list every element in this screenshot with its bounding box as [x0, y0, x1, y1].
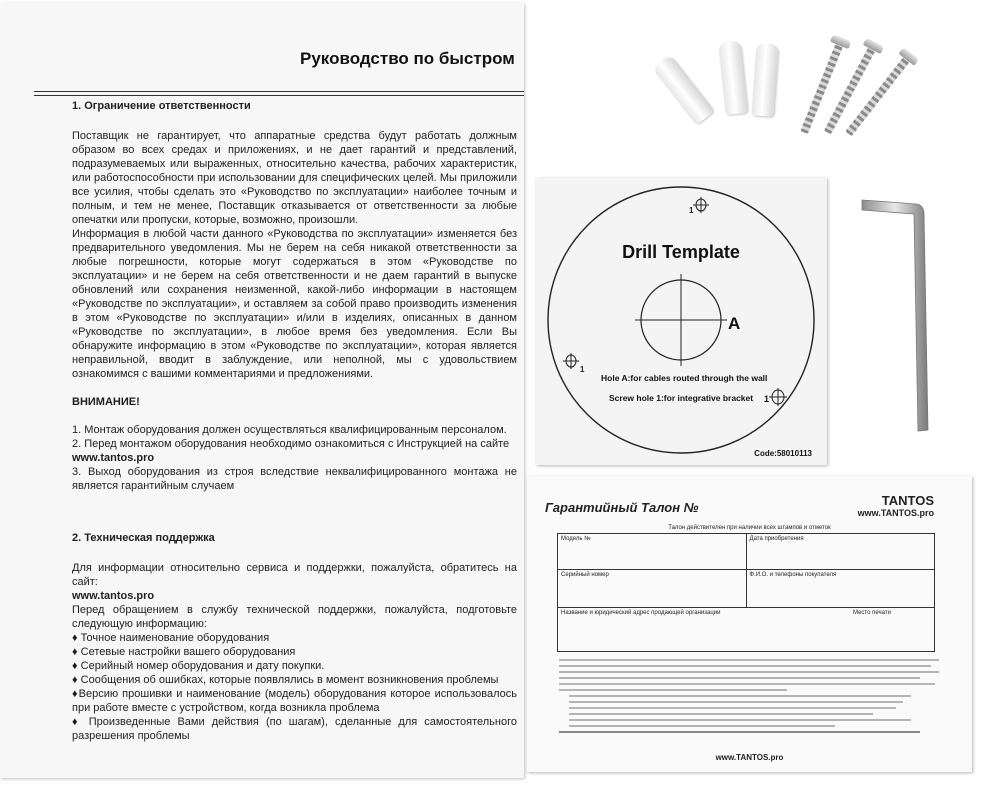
- screw-hole-label-left: 1: [580, 365, 585, 374]
- field-purchase-date: Дата приобретения: [746, 534, 935, 570]
- screw-hole-description: Screw hole 1:for integrative bracket: [609, 393, 754, 403]
- hex-key-icon: [858, 192, 933, 447]
- support-item: ♦ Произведенные Вами действия (по шагам), сделанные для самостоятельного разрешения проблемы: [72, 716, 517, 742]
- drill-template-graphic: [536, 178, 827, 465]
- warranty-note: Талон действителен при наличии всех штампов и отметок: [668, 525, 831, 531]
- screw-hole-number: 1: [764, 394, 770, 404]
- field-model: Модель №: [558, 534, 747, 570]
- attention-site-link: www.tantos.pro: [72, 452, 155, 464]
- fine-print-line: [559, 689, 787, 691]
- fine-print-line: [569, 713, 873, 715]
- spacer: [72, 493, 517, 531]
- field-stamp: Место печати: [853, 610, 891, 616]
- fine-print-line: [559, 659, 939, 661]
- section1-heading: 1. Ограничение ответственности: [72, 100, 251, 112]
- field-buyer: Ф.И.О. и телефоны покупателя: [746, 570, 935, 608]
- manual-title: Руководство по быстром: [300, 49, 515, 68]
- field-seller: Название и юридический адрес продающей организации: [561, 610, 721, 616]
- fine-print-line: [559, 665, 931, 667]
- manual-page: [0, 3, 524, 778]
- wall-anchor-icon: [752, 43, 779, 116]
- section2-heading: 2. Техническая поддержка: [72, 532, 215, 544]
- drill-template: [536, 178, 827, 465]
- support-before: Перед обращением в службу технической поддержки, пожалуйста, подготовьте следующую информацию:: [72, 604, 517, 630]
- fine-print-line: [559, 677, 920, 679]
- screw-head: [863, 38, 884, 54]
- wall-anchor-icon: [652, 55, 714, 125]
- fine-print-line: [559, 683, 935, 685]
- field-serial: Серийный номер: [558, 570, 747, 608]
- title-rule: [34, 91, 524, 96]
- manual-content: [72, 99, 517, 743]
- fine-print-line: [559, 731, 920, 733]
- screw-head: [898, 47, 919, 66]
- attention-item-1: 1. Монтаж оборудования должен осуществляться квалифицированным персоналом.: [72, 424, 507, 436]
- drill-code: Code:58010113: [754, 449, 812, 458]
- warranty-footer-url: www.TANTOS.pro: [715, 753, 784, 762]
- warranty-title: Гарантийный Талон №: [545, 500, 699, 515]
- fine-print-line: [559, 671, 939, 673]
- disclaimer-para-2: Информация в любой части данного «Руководства по эксплуатации» изменяется без предварительного уведомления. Мы не берем на себя никакой ответственности за любые погрешности, которые могут содержаться в этом «Руководстве по эксплуатации» и не берем на себя ответственности и не даем гарантий в выпуске обновлений или сохранения неизменной, какой-либо информации в настоящем «Руководстве по эксплуатации», и оставляем за собой право производить изменения в этом «Руководстве по эксплуатации» и/или в изделиях, описанных в данном «Руководстве по эксплуатации», в любое время без уведомления. Если Вы обнаружите информацию в этом «Руководстве по эксплуатации», которая является неправильной, вводит в заблуждение, или неполной, мы с удовольствием ознакомимся с вашими комментариями и предложениями.: [72, 228, 517, 380]
- warranty-fields-table: [557, 533, 935, 652]
- support-item: ♦ Сетевые настройки вашего оборудования: [72, 646, 296, 658]
- hole-a-label: A: [728, 314, 741, 333]
- fine-print-line: [569, 725, 835, 727]
- attention-item-2: 2. Перед монтажом оборудования необходимо ознакомиться с Инструкцией на сайте: [72, 438, 510, 450]
- attention-item-3: 3. Выход оборудования из строя вследствие неквалифицированного монтажа не является гарантийным случаем: [72, 466, 517, 492]
- attention-heading: ВНИМАНИЕ!: [72, 396, 140, 408]
- warranty-brand: TANTOS: [881, 493, 934, 508]
- screw-icon: [845, 56, 910, 137]
- fine-print-line: [569, 707, 896, 709]
- hole-a-description: Hole A:for cables routed through the wall: [601, 373, 768, 383]
- fine-print-line: [569, 719, 911, 721]
- screw-head: [830, 34, 852, 49]
- support-item: ♦ Серийный номер оборудования и дату покупки.: [72, 660, 325, 672]
- warranty-card: [527, 476, 972, 772]
- warranty-fine-print: [559, 659, 939, 737]
- field-seller-row: [558, 608, 935, 652]
- support-site-link: www.tantos.pro: [72, 590, 155, 602]
- hex-key-graphic: [858, 192, 933, 442]
- support-intro: Для информации относительно сервиса и поддержки, пожалуйста, обратитесь на сайт:: [72, 562, 517, 588]
- wall-anchor-icon: [718, 41, 747, 115]
- drill-title: Drill Template: [622, 242, 740, 262]
- disclaimer-para-1: Поставщик не гарантирует, что аппаратные средства будут работать должным образом во всех средах и приложениях, и не дает гарантий и представлений, подразумеваемых или выраженных, относительно качества, рабочих характеристик, или работоспособности при использовании для специфических целей. Мы приложили все усилия, чтобы сделать это «Руководство по эксплуатации» наиболее точным и полным, и тем не менее, Поставщик отказывается от ответственности за любые опечатки или пропуски, которые, возможно, произошли.: [72, 130, 517, 226]
- screw-hole-label-top: 1: [689, 206, 694, 215]
- support-item: ♦Версию прошивки и наименование (модель) оборудования которое использовалось при работе вместе с устройством, когда возникла проблема: [72, 688, 517, 714]
- fine-print-line: [569, 701, 903, 703]
- warranty-brand-url: www.TANTOS.pro: [857, 508, 934, 518]
- fine-print-line: [569, 695, 911, 697]
- spacer: [72, 381, 517, 395]
- support-item: ♦ Точное наименование оборудования: [72, 632, 270, 644]
- support-item: ♦ Сообщения об ошибках, которые появлялись в момент возникновения проблемы: [72, 674, 499, 686]
